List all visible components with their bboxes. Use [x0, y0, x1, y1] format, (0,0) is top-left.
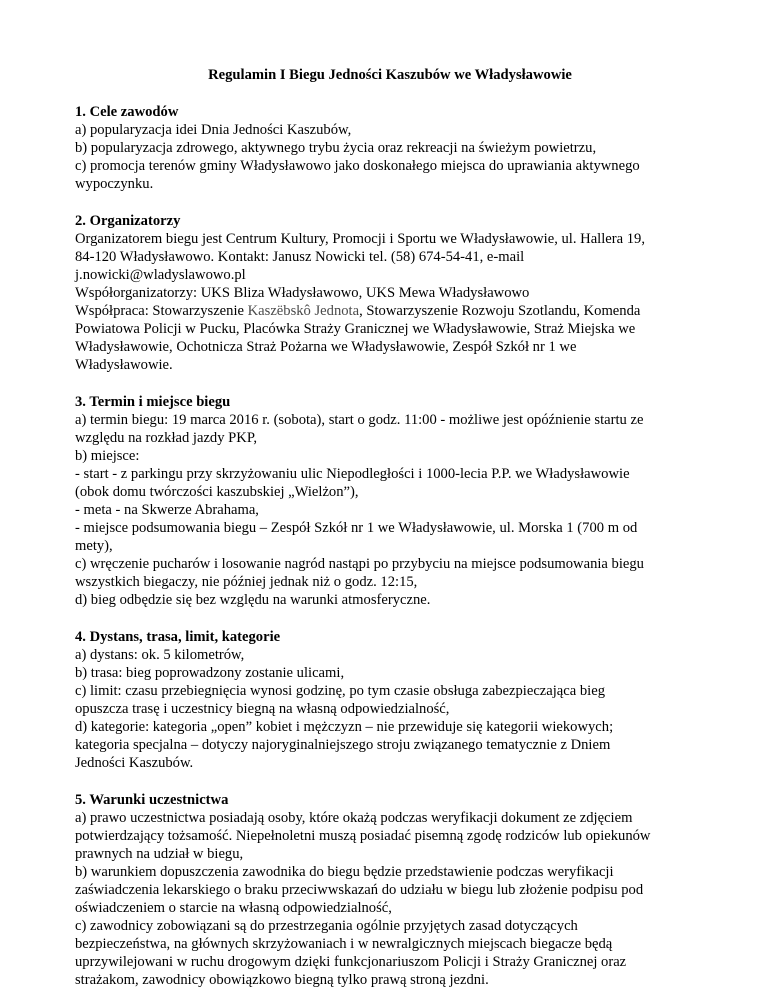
text-line: - meta - na Skwerze Abrahama, [75, 502, 259, 518]
text-line: Organizatorem biegu jest Centrum Kultury, Promocji i Sportu we Władysławowie, ul. Hallera 19, [75, 231, 645, 247]
text-line: względu na rozkład jazdy PKP, [75, 430, 257, 446]
text-line: a) prawo uczestnictwa posiadają osoby, które okażą podczas weryfikacji dokument ze zdjęciem [75, 810, 633, 826]
text-line: (obok domu twórczości kaszubskiej „Wielżon”), [75, 484, 359, 500]
text-line: a) termin biegu: 19 marca 2016 r. (sobota), start o godz. 11:00 - możliwe jest opóźnienie startu ze [75, 412, 644, 428]
text-line: Współorganizatorzy: UKS Bliza Władysławowo, UKS Mewa Władysławowo [75, 285, 530, 301]
document-page [75, 66, 705, 1008]
text-line: wypoczynku. [75, 176, 154, 192]
section-date-place [75, 393, 705, 609]
text-line: d) bieg odbędzie się bez względu na warunki atmosferyczne. [75, 592, 431, 608]
section-heading: 2. Organizatorzy [75, 213, 181, 229]
section-heading: 1. Cele zawodów [75, 104, 179, 120]
cooperation-line [75, 302, 705, 320]
cooperation-prefix: Współpraca: Stowarzyszenie [75, 303, 248, 319]
text-line: a) dystans: ok. 5 kilometrów, [75, 647, 245, 663]
text-line: Jedności Kaszubów. [75, 755, 194, 771]
text-line: - miejsce podsumowania biegu – Zespół Szkół nr 1 we Władysławowie, ul. Morska 1 (700 m od [75, 520, 638, 536]
text-line: strażakom, zawodnicy obowiązkowo biegną tylko prawą stroną jezdni. [75, 972, 489, 988]
text-line: a) popularyzacja idei Dnia Jedności Kaszubów, [75, 122, 352, 138]
text-line: opuszcza trasę i uczestnicy biegną na własną odpowiedzialność, [75, 701, 450, 717]
section-participation [75, 791, 705, 989]
text-line: uprzywilejowani w ruchu drogowym dzięki funkcjonariuszom Policji i Straży Granicznej oraz [75, 954, 627, 970]
text-line: Powiatowa Policji w Pucku, Placówka Straży Granicznej we Władysławowie, Straż Miejska we [75, 321, 636, 337]
text-line: b) popularyzacja zdrowego, aktywnego trybu życia oraz rekreacji na świeżym powietrzu, [75, 140, 597, 156]
text-line: b) warunkiem dopuszczenia zawodnika do biegu będzie przedstawienie podczas weryfikacji [75, 864, 614, 880]
text-line: b) miejsce: [75, 448, 140, 464]
cooperation-suffix: , Stowarzyszenie Rozwoju Szotlandu, Komenda [359, 303, 641, 319]
section-distance [75, 628, 705, 772]
text-line: potwierdzający tożsamość. Niepełnoletni muszą posiadać pisemną zgodę rodziców lub opiekunów [75, 828, 651, 844]
text-line: b) trasa: bieg poprowadzony zostanie ulicami, [75, 665, 345, 681]
text-line: mety), [75, 538, 113, 554]
text-line: c) wręczenie pucharów i losowanie nagród nastąpi po przybyciu na miejsce podsumowania biegu [75, 556, 644, 572]
text-line: prawnych na udział w biegu, [75, 846, 244, 862]
section-organizers [75, 212, 705, 374]
section-heading: 4. Dystans, trasa, limit, kategorie [75, 629, 281, 645]
cooperation-highlight: Kaszëbskô Jednota [247, 303, 360, 319]
text-line: 84-120 Władysławowo. Kontakt: Janusz Nowicki tel. (58) 674-54-41, e-mail [75, 249, 525, 265]
section-goals [75, 103, 705, 193]
text-line: bezpieczeństwa, na głównych skrzyżowaniach i w newralgicznych miejscach biegacze będą [75, 936, 613, 952]
email-address: j.nowicki@wladyslawowo.pl [75, 267, 246, 283]
text-line: - start - z parkingu przy skrzyżowaniu ulic Niepodległości i 1000-lecia P.P. we Władysławowie [75, 466, 630, 482]
section-heading: 3. Termin i miejsce biegu [75, 394, 231, 410]
text-line: Władysławowie. [75, 357, 173, 373]
text-line: kategoria specjalna – dotyczy najoryginalniejszego stroju związanego tematycznie z Dniem [75, 737, 611, 753]
text-line: c) zawodnicy zobowiązani są do przestrzegania ogólnie przyjętych zasad dotyczących [75, 918, 578, 934]
text-line: d) kategorie: kategoria „open” kobiet i mężczyzn – nie przewiduje się kategorii wiekowych; [75, 719, 614, 735]
text-line: wszystkich biegaczy, nie później jednak niż o godz. 12:15, [75, 574, 418, 590]
text-line: oświadczeniem o starcie na własną odpowiedzialność, [75, 900, 392, 916]
text-line: c) limit: czasu przebiegnięcia wynosi godzinę, po tym czasie obsługa zabezpieczająca bieg [75, 683, 606, 699]
text-line: zaświadczenia lekarskiego o braku przeciwwskazań do udziału w biegu lub złożenie podpisu pod [75, 882, 644, 898]
text-line: Władysławowie, Ochotnicza Straż Pożarna we Władysławowie, Zespół Szkół nr 1 we [75, 339, 577, 355]
document-title: Regulamin I Biegu Jedności Kaszubów we Władysławowie [208, 67, 572, 83]
section-heading: 5. Warunki uczestnictwa [75, 792, 229, 808]
text-line: c) promocja terenów gminy Władysławowo jako doskonałego miejsca do uprawiania aktywnego [75, 158, 640, 174]
